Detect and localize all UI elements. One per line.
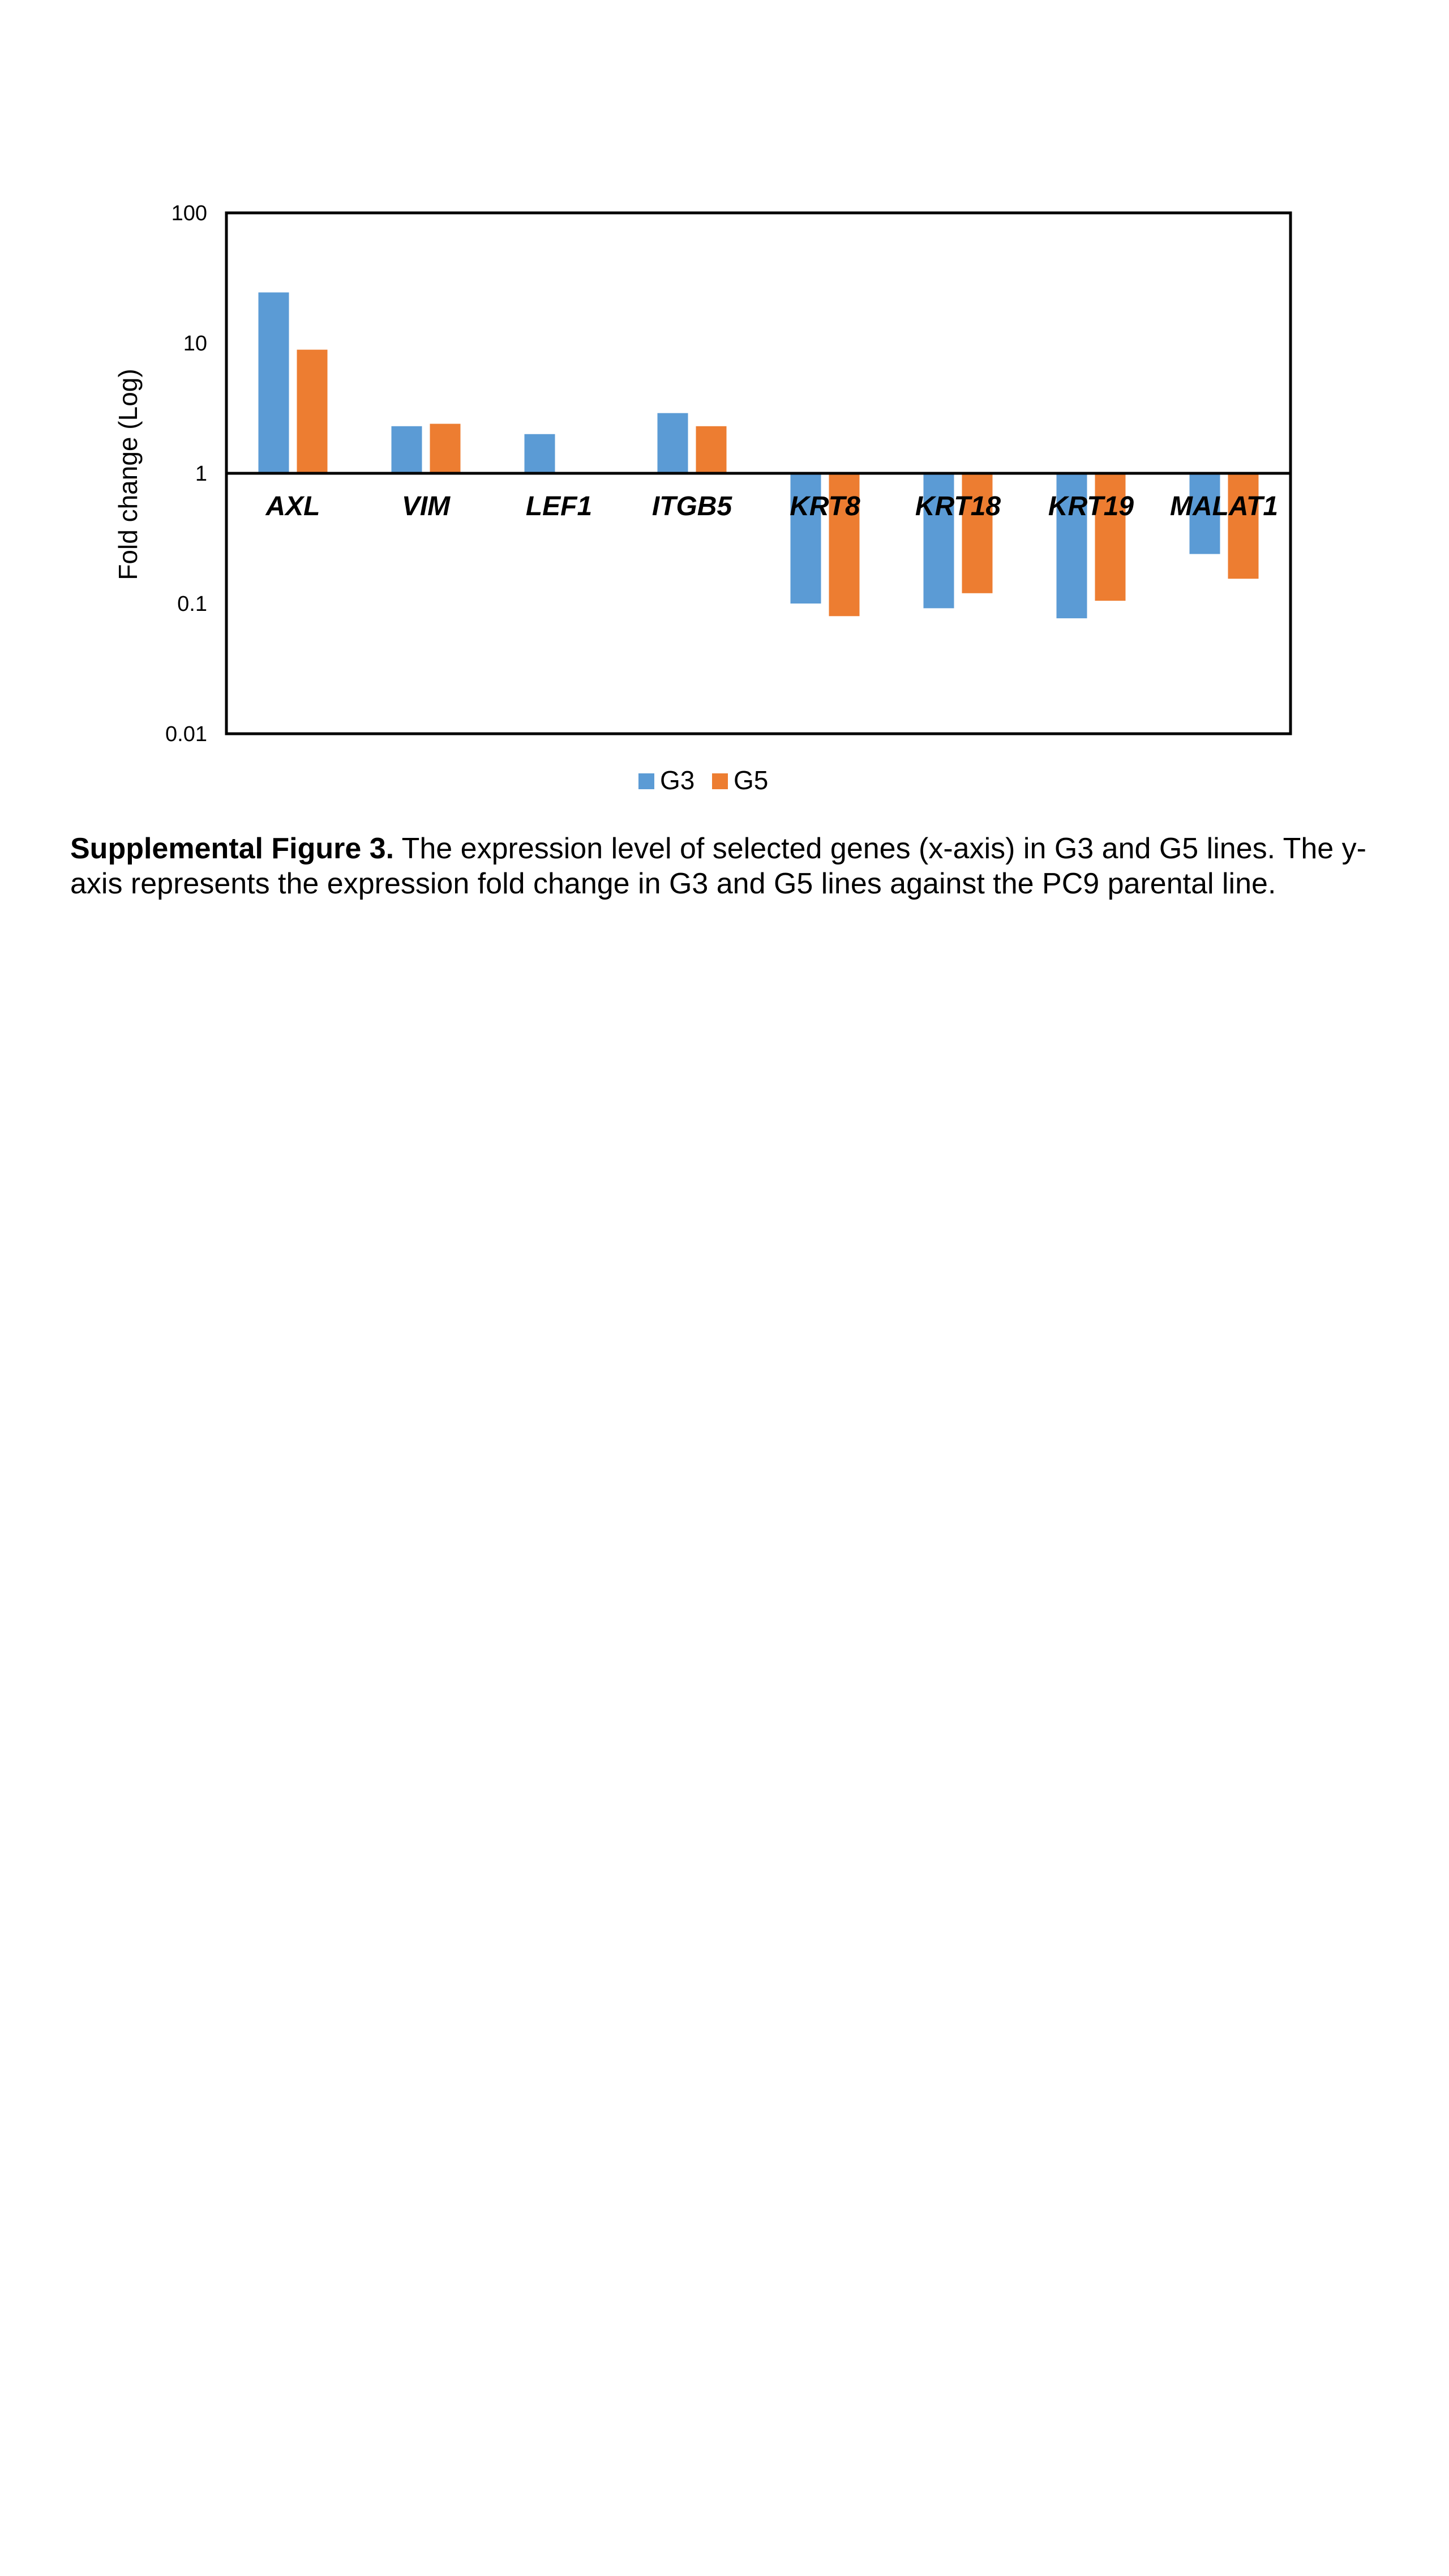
bar-g5-malat1 [1228, 473, 1259, 579]
bars-layer [259, 292, 1259, 618]
x-category-label: AXL [265, 491, 320, 521]
caption-lead: Supplemental Figure 3. [70, 832, 395, 865]
x-axis-category-labels [265, 491, 1279, 521]
bar-g3-lef1 [525, 434, 555, 473]
figure-caption [70, 831, 1389, 901]
legend [638, 765, 768, 795]
x-category-label: KRT19 [1048, 491, 1134, 521]
x-category-label: KRT8 [790, 491, 860, 521]
bar-g3-vim [392, 426, 422, 473]
y-tick-label: 100 [171, 202, 207, 225]
x-category-label: LEF1 [525, 491, 593, 521]
bar-g5-vim [430, 424, 461, 473]
y-axis-tick-labels [165, 202, 207, 746]
caption-text: The expression level of selected genes (x-axis) in G3 and G5 lines. The y-axis represents the expression fold change in G3 and G5 lines against the PC9 parental line. [70, 832, 1366, 900]
bar-g3-itgb5 [658, 413, 688, 473]
legend-label-g5: G5 [734, 765, 769, 795]
bar-chart [0, 0, 1449, 804]
x-category-label: ITGB5 [651, 491, 732, 521]
x-category-label: KRT18 [915, 491, 1001, 521]
legend-swatch-g5 [712, 773, 728, 789]
y-tick-label: 0.01 [165, 722, 207, 746]
legend-swatch-g3 [638, 773, 654, 789]
x-category-label: VIM [401, 491, 451, 521]
x-category-label: MALAT1 [1169, 491, 1279, 521]
y-tick-label: 10 [183, 332, 207, 356]
y-tick-label: 1 [195, 462, 207, 486]
y-tick-label: 0.1 [177, 592, 207, 616]
legend-label-g3: G3 [660, 765, 695, 795]
y-axis-label: Fold change (Log) [113, 369, 143, 580]
bar-g5-axl [297, 350, 328, 473]
bar-g5-itgb5 [696, 426, 727, 473]
bar-g3-axl [259, 292, 289, 473]
